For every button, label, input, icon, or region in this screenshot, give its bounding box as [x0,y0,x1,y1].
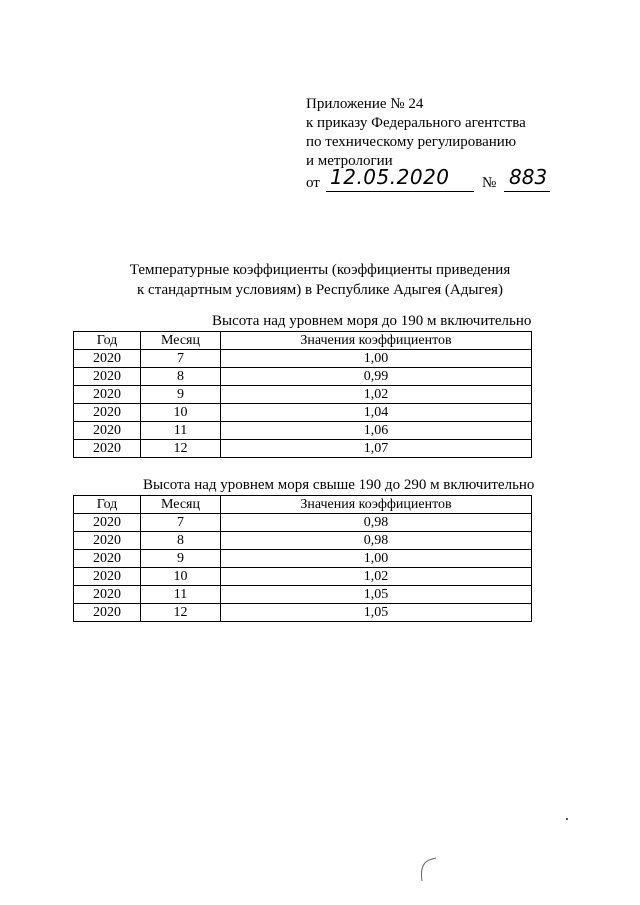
order-number-handwritten: 883 [509,165,548,189]
table-row [74,404,532,422]
cell-month: 9 [141,550,221,568]
document-title [0,260,640,300]
header-year: Год [74,332,141,350]
appendix-line-2: к приказу Федерального агентства [306,115,526,131]
cell-month: 12 [141,604,221,622]
cell-month: 7 [141,514,221,532]
appendix-line-4: и метрологии [306,153,393,169]
cell-month: 10 [141,404,221,422]
speck-mark [566,818,568,820]
header-value: Значения коэффициентов [221,332,532,350]
number-sign: № [482,175,497,191]
header-year: Год [74,496,141,514]
section-2-caption: Высота над уровнем моря свыше 190 до 290 м включительно [143,477,535,493]
order-date-handwritten: 12.05.2020 [330,165,450,189]
header-month: Месяц [141,496,221,514]
coefficients-table-2 [73,495,532,622]
cell-month: 8 [141,368,221,386]
table-row [74,550,532,568]
cell-month: 7 [141,350,221,368]
coefficients-table-1 [73,331,532,458]
header-month: Месяц [141,332,221,350]
appendix-line-3: по техническому регулированию [306,134,517,150]
table-row [74,368,532,386]
cell-value: 1,06 [221,422,532,440]
title-line-2: к стандартным условиям) в Республике Адыгея (Адыгея) [137,282,503,298]
title-line-1: Температурные коэффициенты (коэффициенты приведения [129,262,511,278]
cell-year: 2020 [74,386,141,404]
cell-year: 2020 [74,368,141,386]
table-row [74,514,532,532]
cell-month: 8 [141,532,221,550]
cell-value: 0,98 [221,514,532,532]
date-prefix: от [306,175,320,191]
cell-value: 1,04 [221,404,532,422]
table-row [74,386,532,404]
pen-mark [414,855,444,885]
cell-value: 1,05 [221,604,532,622]
cell-year: 2020 [74,532,141,550]
cell-year: 2020 [74,514,141,532]
appendix-block [306,95,548,192]
cell-year: 2020 [74,568,141,586]
cell-value: 0,99 [221,368,532,386]
cell-year: 2020 [74,550,141,568]
cell-year: 2020 [74,422,141,440]
cell-month: 12 [141,440,221,458]
cell-value: 1,00 [221,350,532,368]
cell-value: 0,98 [221,532,532,550]
cell-year: 2020 [74,440,141,458]
table-row [74,532,532,550]
table-row [74,440,532,458]
cell-year: 2020 [74,350,141,368]
cell-month: 11 [141,586,221,604]
table-row [74,568,532,586]
table-row [74,604,532,622]
cell-value: 1,05 [221,586,532,604]
section-1-caption: Высота над уровнем моря до 190 м включительно [212,313,532,329]
header-value: Значения коэффициентов [221,496,532,514]
cell-year: 2020 [74,404,141,422]
appendix-line-1: Приложение № 24 [306,96,424,112]
cell-month: 11 [141,422,221,440]
cell-value: 1,02 [221,568,532,586]
cell-year: 2020 [74,586,141,604]
cell-value: 1,00 [221,550,532,568]
cell-year: 2020 [74,604,141,622]
table-row [74,422,532,440]
cell-value: 1,02 [221,386,532,404]
cell-value: 1,07 [221,440,532,458]
cell-month: 9 [141,386,221,404]
cell-month: 10 [141,568,221,586]
order-date-number-line [306,165,548,192]
table-header-row [74,332,532,350]
table-row [74,586,532,604]
table-row [74,350,532,368]
table-header-row [74,496,532,514]
